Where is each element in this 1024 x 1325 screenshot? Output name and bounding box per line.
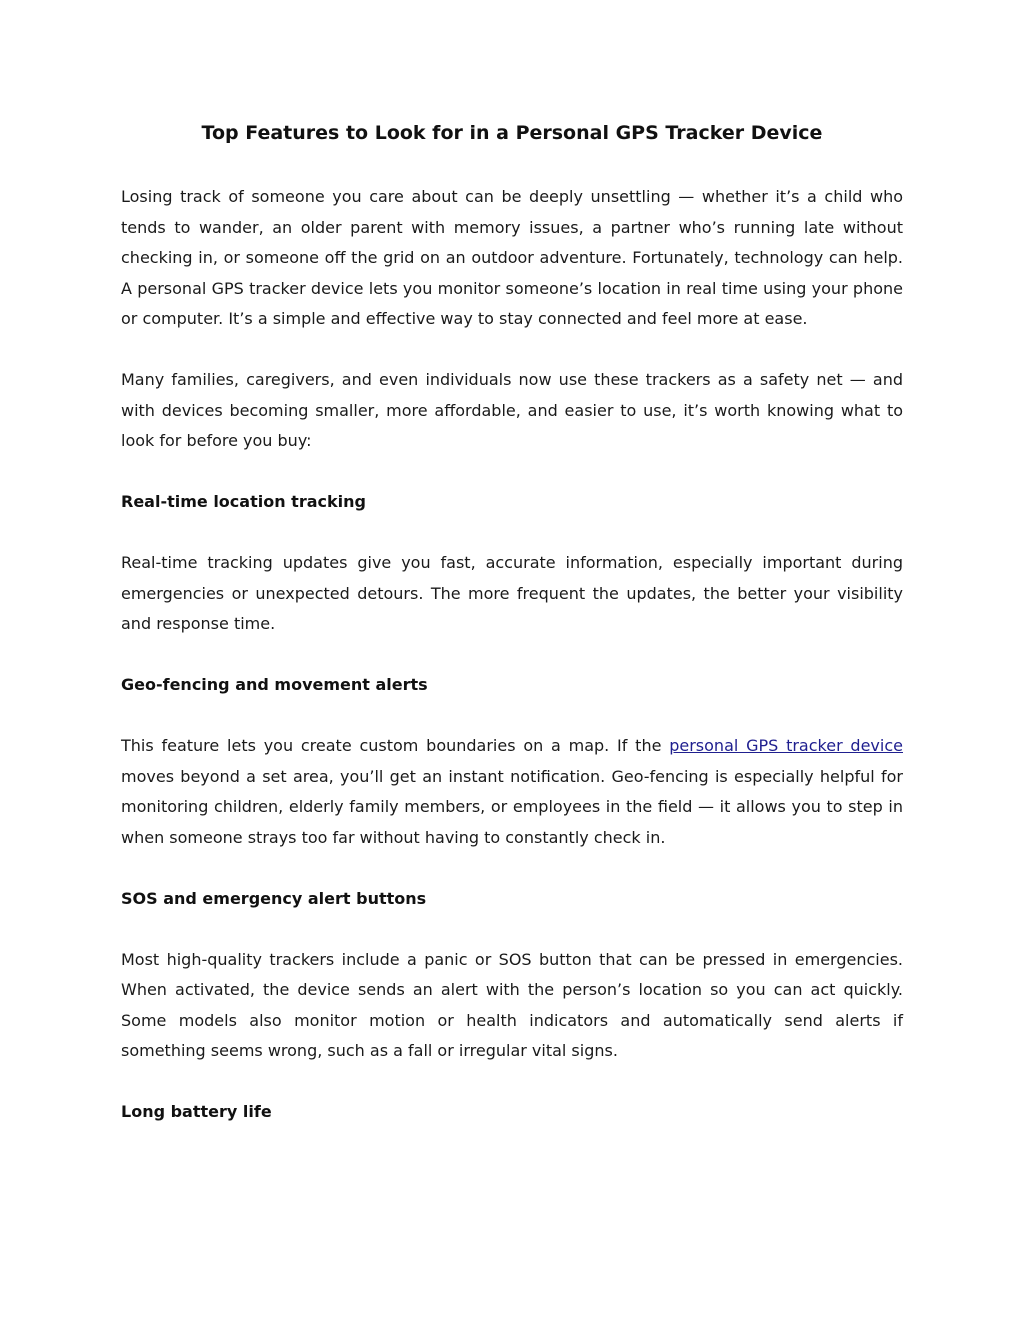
intro-paragraph: Losing track of someone you care about can be deeply unsettling — whether it’s a child who tends to wander, an older parent with memory issues, a partner who’s running late without checking in, or someone off the grid on an outdoor adventure. Fortunately, technology can help. A personal GPS tracker device lets you monitor someone’s location in real time using your phone or computer. It’s a simple and effective way to stay connected and feel more at ease. — [121, 187, 903, 328]
paragraph-text: moves beyond a set area, you’ll get an instant notification. Geo-fencing is especially helpful for monitoring children, elderly family members, or employees in the field — it allows you to step in when someone strays too far without having to constantly check in. — [121, 766, 903, 847]
spacer — [121, 518, 903, 549]
section-paragraph-sos-alerts: Most high-quality trackers include a panic or SOS button that can be pressed in emergencies. When activated, the device sends an alert with the person’s location so you can act quickly. Some models also monitor motion or health indicators and automatically send alerts if something seems wrong, such as a fall or irregular vital signs. — [121, 949, 903, 1060]
document-page — [121, 118, 903, 1128]
section-heading-battery-life: Long battery life — [121, 1102, 272, 1121]
spacer — [121, 640, 903, 671]
spacer — [121, 853, 903, 884]
spacer — [121, 148, 903, 182]
section-paragraph-real-time-tracking: Real-time tracking updates give you fast, accurate information, especially important during emergencies or unexpected detours. The more frequent the updates, the better your visibility and response time. — [121, 553, 903, 633]
document-title: Top Features to Look for in a Personal GPS Tracker Device — [201, 122, 823, 144]
spacer — [121, 457, 903, 488]
spacer — [121, 1067, 903, 1098]
section-heading-sos-alerts: SOS and emergency alert buttons — [121, 888, 427, 908]
section-heading-geo-fencing: Geo-fencing and movement alerts — [121, 675, 428, 694]
section-heading-real-time-tracking: Real-time location tracking — [121, 492, 366, 511]
spacer — [121, 701, 903, 732]
spacer — [121, 914, 903, 945]
section-paragraph-geo-fencing — [121, 731, 903, 853]
gps-tracker-link[interactable]: personal GPS tracker device — [669, 736, 903, 755]
intro-paragraph: Many families, caregivers, and even individuals now use these trackers as a safety net — and with devices becoming smaller, more affordable, and easier to use, it’s worth knowing what to look for before you buy: — [121, 370, 903, 450]
spacer — [121, 335, 903, 366]
paragraph-text: This feature lets you create custom boundaries on a map. If the — [121, 736, 670, 755]
